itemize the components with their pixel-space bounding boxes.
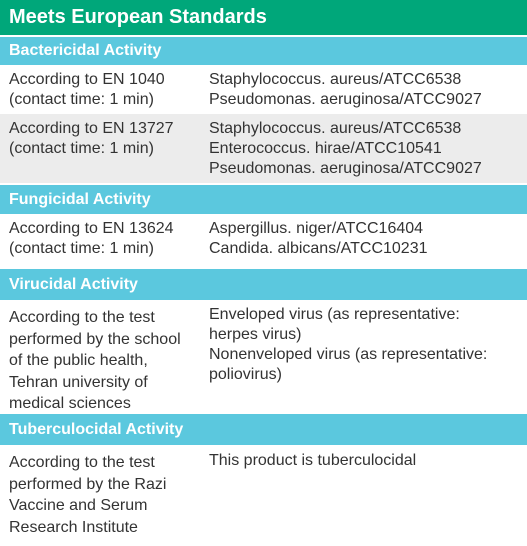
table-row — [0, 66, 527, 113]
row-standard: According to the test performed by the school of the public health, Tehran university of medical sciences — [9, 309, 181, 412]
row-standard: According to EN 1040 (contact time: 1 min) — [9, 71, 165, 108]
row-organisms: Enveloped virus (as representative: herpes virus) Nonenveloped virus (as representative: poliovirus) — [209, 306, 488, 383]
table-row — [0, 114, 527, 183]
table-row — [0, 301, 527, 411]
section-header-bactericidal: Bactericidal Activity — [0, 37, 527, 65]
row-standard: According to the test performed by the Razi Vaccine and Serum Research Institute — [9, 454, 167, 536]
row-organisms: Staphylococcus. aureus/ATCC6538 Pseudomonas. aeruginosa/ATCC9027 — [209, 71, 482, 108]
section-header-fungicidal: Fungicidal Activity — [0, 185, 527, 214]
section-header-tuberculocidal: Tuberculocidal Activity — [0, 414, 527, 445]
table-row — [0, 215, 527, 267]
row-organisms: Aspergillus. niger/ATCC16404 Candida. albicans/ATCC10231 — [209, 220, 428, 257]
row-standard: According to EN 13727 (contact time: 1 min) — [9, 120, 174, 157]
row-organisms: Staphylococcus. aureus/ATCC6538 Enterococcus. hirae/ATCC10541 Pseudomonas. aeruginosa/ATCC9027 — [209, 120, 482, 177]
section-header-virucidal: Virucidal Activity — [0, 269, 527, 300]
row-standard: According to EN 13624 (contact time: 1 min) — [9, 220, 174, 257]
row-organisms: This product is tuberculocidal — [209, 452, 417, 469]
table-title: Meets European Standards — [0, 0, 527, 35]
table-row — [0, 446, 527, 546]
